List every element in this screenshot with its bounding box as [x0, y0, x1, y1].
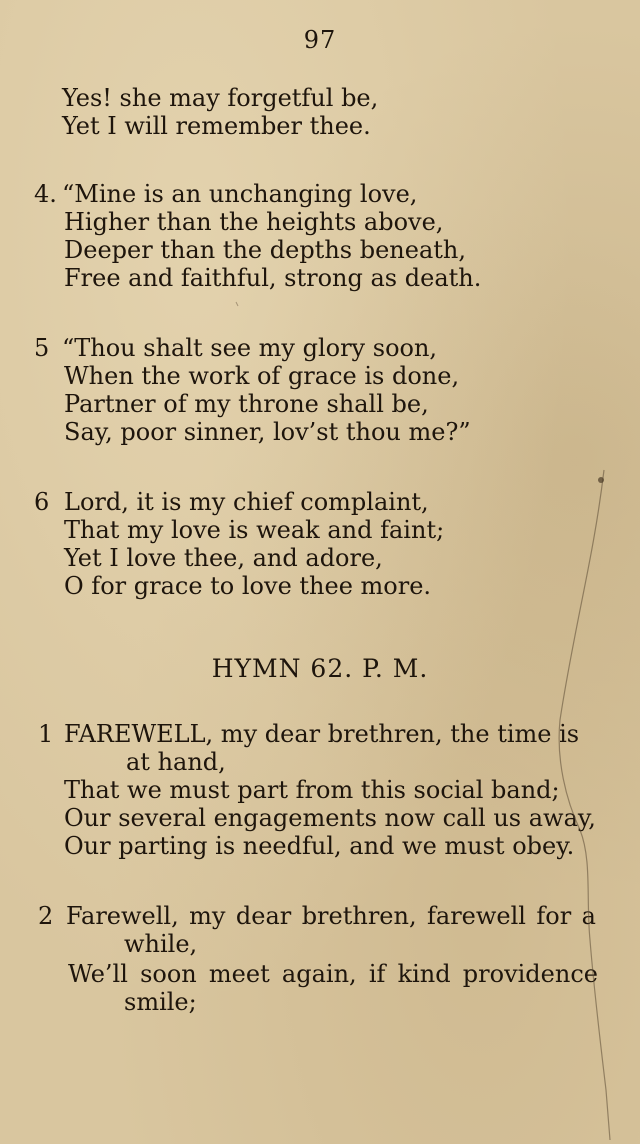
word: for	[536, 902, 572, 930]
word: my	[189, 902, 226, 930]
word: providence	[462, 960, 598, 988]
word: soon	[140, 960, 197, 988]
stanza-number: 6	[34, 488, 50, 516]
verse-line-turnover: smile;	[124, 988, 197, 1016]
verse-line: “Thou shalt see my glory soon,	[62, 334, 438, 362]
verse-line-justified	[68, 960, 598, 988]
stanza-number: 4.	[34, 180, 57, 208]
verse-line: When the work of grace is done,	[64, 362, 460, 390]
verse-line: FAREWELL, my dear brethren, the time is	[64, 720, 580, 748]
stanza-number: 2	[38, 902, 54, 930]
word: dear	[235, 902, 292, 930]
word: again,	[281, 960, 357, 988]
word: We’ll	[68, 960, 128, 988]
verse-line: “Mine is an unchanging love,	[62, 180, 418, 208]
verse-line: Partner of my throne shall be,	[64, 390, 429, 418]
word: kind	[397, 960, 451, 988]
verse-line-justified	[66, 902, 596, 930]
page-number: 97	[303, 26, 337, 54]
verse-line: Higher than the heights above,	[64, 208, 444, 236]
word: brethren,	[301, 902, 417, 930]
stanza-number: 1	[38, 720, 54, 748]
verse-line: Free and faithful, strong as death.	[64, 264, 482, 292]
word: farewell	[427, 902, 526, 930]
stanza-number: 5	[34, 334, 50, 362]
verse-line: Deeper than the depths beneath,	[64, 236, 466, 264]
verse-line: Yes! she may forgetful be,	[62, 84, 379, 112]
verse-line: That we must part from this social band;	[64, 776, 560, 804]
verse-line: O for grace to love thee more.	[64, 572, 432, 600]
verse-line: Yet I love thee, and adore,	[64, 544, 383, 572]
verse-line: Our parting is needful, and we must obey.	[64, 832, 575, 860]
word: meet	[208, 960, 270, 988]
word: a	[581, 902, 596, 930]
word: if	[368, 960, 386, 988]
verse-line-turnover: at hand,	[126, 748, 226, 776]
verse-line-turnover: while,	[124, 930, 198, 958]
verse-line: Our several engagements now call us away,	[64, 804, 596, 832]
verse-line: Lord, it is my chief complaint,	[64, 488, 429, 516]
verse-line: Say, poor sinner, lov’st thou me?”	[64, 418, 471, 446]
verse-line: That my love is weak and faint;	[64, 516, 445, 544]
word: Farewell,	[66, 902, 179, 930]
hymn-title: HYMN 62. P. M.	[211, 654, 429, 683]
verse-line: Yet I will remember thee.	[62, 112, 371, 140]
